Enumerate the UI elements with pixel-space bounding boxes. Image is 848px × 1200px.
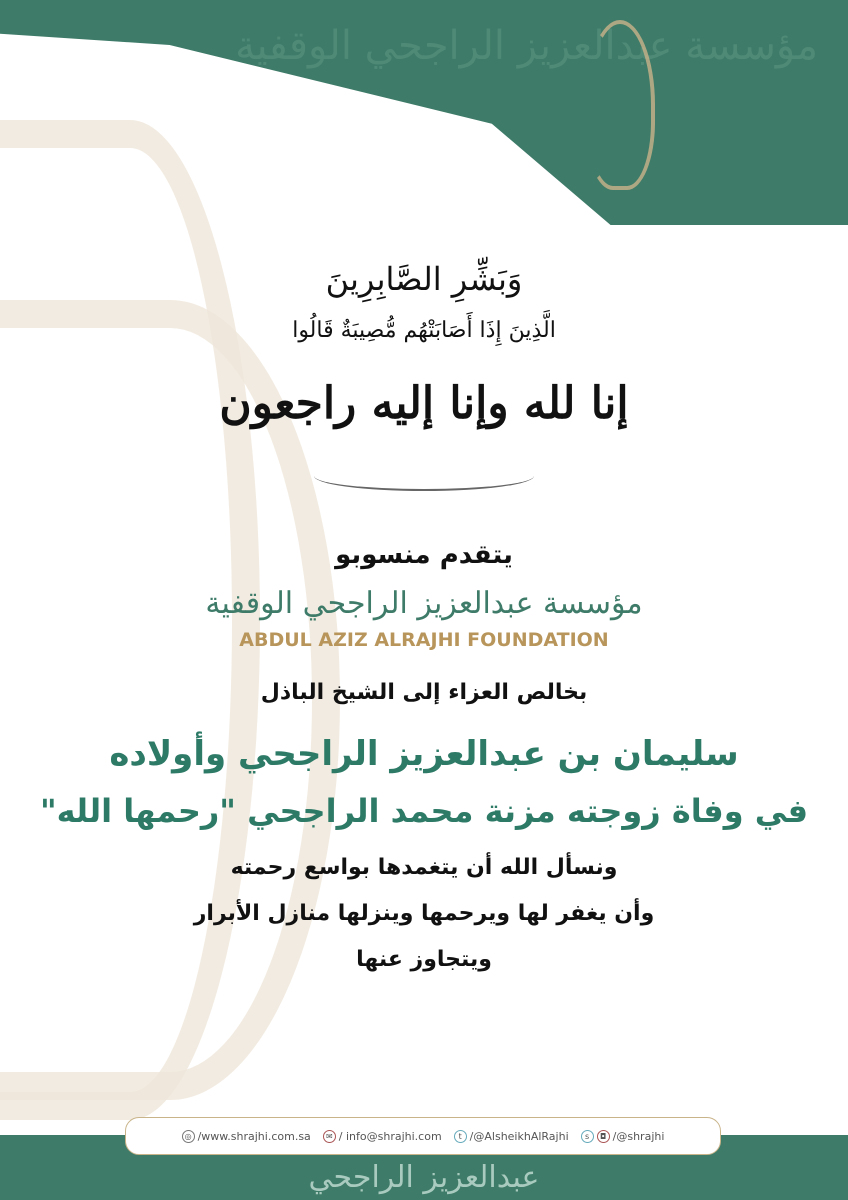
prayer-line-3: ويتجاوز عنها bbox=[356, 947, 492, 972]
instagram-icon: ◘ bbox=[597, 1130, 610, 1143]
emblem-icon bbox=[585, 20, 655, 190]
verse-line-2: الَّذِينَ إِذَا أَصَابَتْهُم مُّصِيبَةٌ قَالُوا bbox=[292, 318, 556, 343]
prayer-line-1: ونسأل الله أن يتغمدها بواسع رحمته bbox=[230, 855, 618, 880]
contact-bar bbox=[125, 1117, 721, 1155]
recipient-name: سليمان بن عبدالعزيز الراجحي وأولاده bbox=[109, 734, 739, 774]
verse-line-3: إنا لله وإنا إليه راجعون bbox=[219, 378, 629, 429]
header-watermark: مؤسسة عبدالعزيز الراجحي الوقفية bbox=[235, 23, 818, 69]
poster-body bbox=[0, 255, 848, 979]
deceased-line: في وفاة زوجته مزنة محمد الراجحي "رحمها الله" bbox=[39, 792, 809, 830]
footer-watermark: عبدالعزيز الراجحي bbox=[308, 1160, 540, 1195]
email-icon: ✉ bbox=[323, 1130, 336, 1143]
foundation-logo-arabic: مؤسسة عبدالعزيز الراجحي الوقفية bbox=[205, 586, 643, 621]
ornament-divider bbox=[314, 461, 534, 491]
social-link[interactable]: /@shrajhi bbox=[612, 1129, 665, 1143]
website-link[interactable]: /www.shrajhi.com.sa bbox=[197, 1129, 311, 1143]
email-link[interactable]: / info@shrajhi.com bbox=[338, 1129, 442, 1143]
foundation-logo-english: ABDUL AZIZ ALRAJHI FOUNDATION bbox=[239, 629, 609, 651]
twitter-link[interactable]: /@AlsheikhAlRajhi bbox=[469, 1129, 569, 1143]
twitter-icon: t bbox=[454, 1130, 467, 1143]
globe-icon: ◎ bbox=[182, 1130, 195, 1143]
condolence-text: بخالص العزاء إلى الشيخ الباذل bbox=[260, 680, 588, 705]
verse-line-1: وَبَشِّرِ الصَّابِرِينَ bbox=[325, 260, 523, 298]
prayer-line-2: وأن يغفر لها ويرحمها وينزلها منازل الأبرار bbox=[193, 901, 655, 926]
intro-text: يتقدم منسوبو bbox=[335, 540, 513, 570]
snapchat-icon: s bbox=[581, 1130, 594, 1143]
